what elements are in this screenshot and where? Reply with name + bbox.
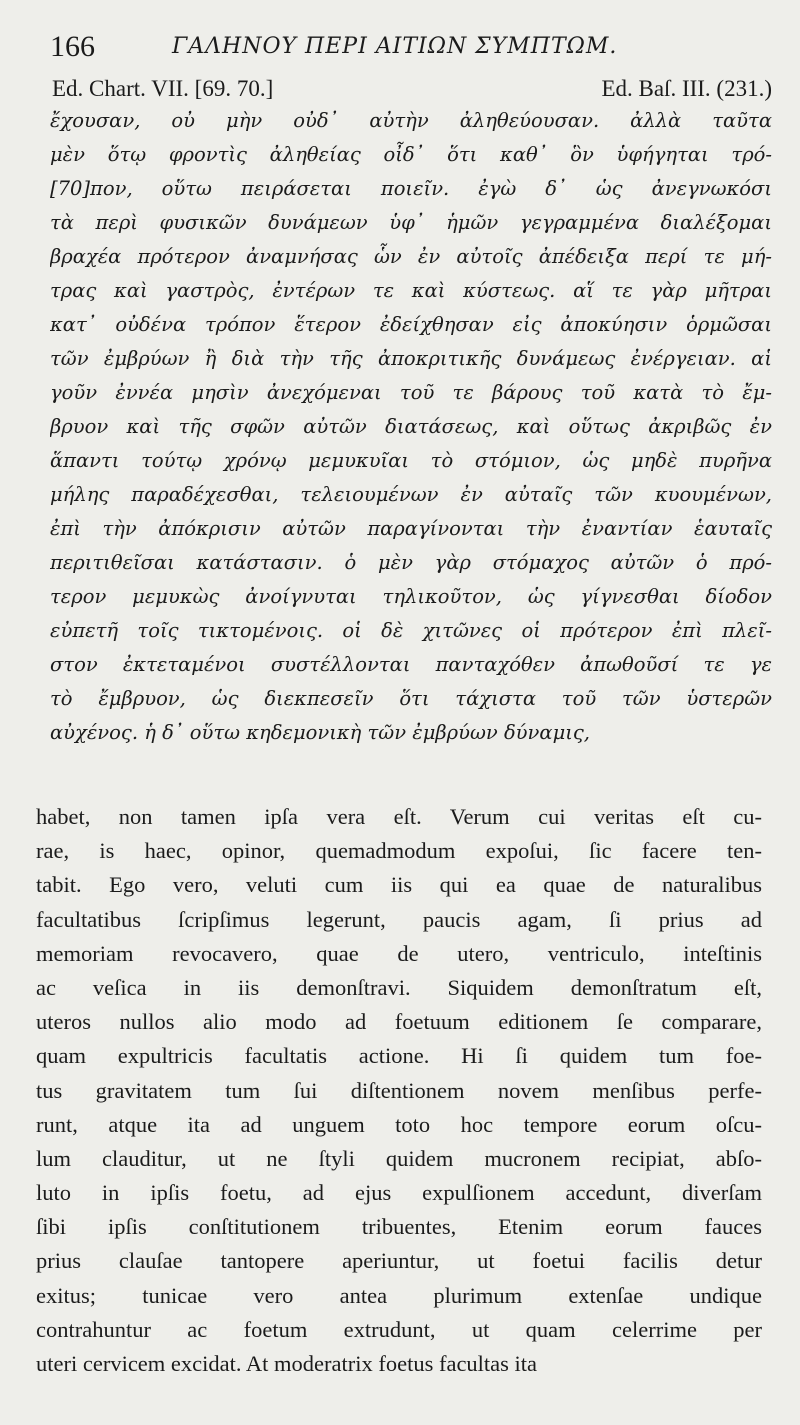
greek-text-line: βρυον καὶ τῆς σφῶν αὐτῶν διατάσεως, καὶ οὕτως ἀκριβῶς ἐν [50, 415, 772, 438]
latin-text-line: uteros nullos alio modo ad foetuum editionem ſe comparare, [36, 1009, 762, 1035]
greek-text-line: γοῦν ἐννέα μησὶν ἀνεχόμεναι τοῦ τε βάρους τοῦ κατὰ τὸ ἔμ- [50, 381, 772, 404]
latin-text-line: rae, is haec, opinor, quemadmodum expoſui, ſic facere ten- [36, 838, 762, 864]
latin-text-line: habet, non tamen ipſa vera eſt. Verum cui veritas eſt cu- [36, 804, 762, 829]
latin-text-line: tabit. Ego vero, veluti cum iis qui ea quae de naturalibus [36, 872, 762, 898]
latin-text-line: ac veſica in iis demonſtravi. Siquidem demonſtratum eſt, [36, 974, 762, 1000]
greek-text-line: βραχέα πρότερον ἀναμνήσας ὧν ἐν αὐτοῖς ἀπέδειξα περί τε μή- [50, 245, 772, 268]
latin-text-block [36, 800, 762, 1381]
latin-text-line: exitus; tunicae vero antea plurimum extenſae undique [36, 1282, 762, 1308]
greek-text-line: κατ᾽ οὐδένα τρόπον ἕτερον ἐδείχθησαν εἰς ἀποκύησιν ὁρμῶσαι [50, 313, 772, 336]
latin-text-line: facultatibus ſcripſimus legerunt, paucis agam, ſi prius ad [36, 906, 762, 932]
greek-text-line: [70]πον, οὕτω πειράσεται ποιεῖν. ἐγὼ δ᾽ ὡς ἀνεγνωκόσι [50, 177, 772, 200]
greek-text-line: τρας καὶ γαστρὸς, ἐντέρων τε καὶ κύστεως. αἵ τε γὰρ μῆτραι [50, 279, 772, 302]
greek-text-line: τερον μεμυκὼς ἀνοίγνυται τηλικοῦτον, ὡς γίγνεσθαι δίοδον [50, 585, 772, 608]
edition-reference-chartier: Ed. Chart. VII. [69. 70.] [52, 76, 274, 101]
greek-text-line: ἅπαντι τούτῳ χρόνῳ μεμυκυῖαι τὸ στόμιον, ὡς μηδὲ πυρῆνα [50, 449, 772, 472]
latin-text-line: lum clauditur, ut ne ſtyli quidem mucronem recipiat, abſo- [36, 1145, 762, 1171]
greek-text-line: εὐπετῆ τοῖς τικτομένοις. οἱ δὲ χιτῶνες οἱ πρότερον ἐπὶ πλεῖ- [50, 619, 772, 642]
greek-text-line: ἔχουσαν, οὐ μὴν οὐδ᾽ αὐτὴν ἀληθεύουσαν. ἀλλὰ ταῦτα [50, 109, 772, 132]
latin-text-line: prius clauſae tantopere aperiuntur, ut foetui facilis detur [36, 1248, 762, 1274]
greek-text-line: τὰ περὶ φυσικῶν δυνάμεων ὑφ᾽ ἡμῶν γεγραμμένα διαλέξομαι [50, 211, 772, 234]
latin-text-line: contrahuntur ac foetum extrudunt, ut quam celerrime per [36, 1316, 762, 1342]
greek-text-line: μήλης παραδέχεσθαι, τελειουμένων ἐν αὐταῖς τῶν κυουμένων, [50, 483, 772, 506]
greek-text-line: ἐπὶ τὴν ἀπόκρισιν αὐτῶν παραγίνονται τὴν ἐναντίαν ἑαυταῖς [50, 517, 772, 540]
latin-text-line: uteri cervicem excidat. At moderatrix foetus facultas ita [36, 1351, 538, 1376]
greek-text-block [50, 104, 772, 750]
page-number: 166 [50, 30, 95, 63]
edition-reference-basel: Ed. Baſ. III. (231.) [601, 76, 772, 101]
running-title: ΓΑΛΗΝΟΥ ΠΕΡΙ ΑΙΤΙΩΝ ΣΥΜΠΤΩΜ. [172, 34, 618, 59]
greek-text-line: τὸ ἔμβρυον, ὡς διεκπεσεῖν ὅτι τάχιστα τοῦ τῶν ὑστερῶν [50, 687, 772, 710]
latin-text-line: memoriam revocavero, quae de utero, ventriculo, inteſtinis [36, 940, 762, 966]
greek-text-line: αὐχένος. ἡ δ᾽ οὕτω κηδεμονικὴ τῶν ἐμβρύων δύναμις, [50, 721, 591, 744]
greek-text-line: στον ἐκτεταμένοι συστέλλονται πανταχόθεν ἀπωθοῦσί τε γε [50, 653, 772, 676]
greek-text-line: τῶν ἐμβρύων ἢ διὰ τὴν τῆς ἀποκριτικῆς δυνάμεως ἐνέργειαν. αἱ [50, 347, 772, 370]
latin-text-line: tus gravitatem tum ſui diſtentionem novem menſibus perfe- [36, 1077, 762, 1103]
latin-text-line: ſibi ipſis conſtitutionem tribuentes, Etenim eorum fauces [36, 1214, 762, 1240]
greek-text-line: περιτιθεῖσαι κατάστασιν. ὁ μὲν γὰρ στόμαχος αὐτῶν ὁ πρό- [50, 551, 772, 574]
latin-text-line: runt, atque ita ad unguem toto hoc tempore eorum oſcu- [36, 1111, 762, 1137]
latin-text-line: quam expultricis facultatis actione. Hi ſi quidem tum foe- [36, 1043, 762, 1069]
greek-text-line: μὲν ὅτῳ φροντὶς ἀληθείας οἶδ᾽ ὅτι καθ᾽ ὃν ὑφήγηται τρό- [50, 143, 772, 166]
latin-text-line: luto in ipſis foetu, ad ejus expulſionem accedunt, diverſam [36, 1180, 762, 1206]
